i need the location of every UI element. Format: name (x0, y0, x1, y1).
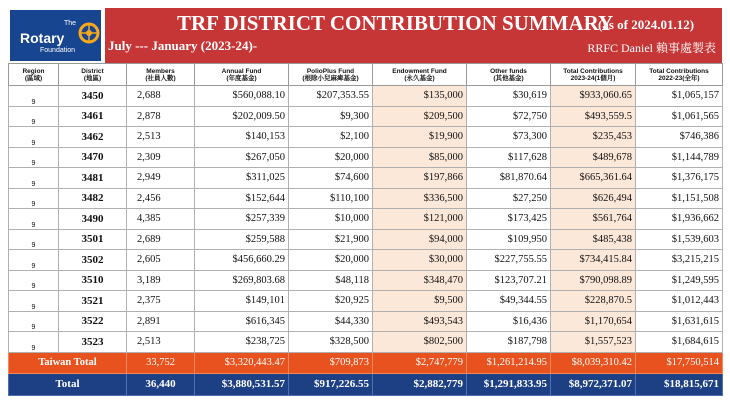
author-credit: RRFC Daniel 賴事處製表 (587, 41, 716, 55)
total-current-cell: $489,678 (551, 147, 636, 168)
column-header: Endowment Fund (永久基金) (373, 64, 467, 86)
grand-total-row (9, 373, 723, 395)
table-row (9, 270, 723, 291)
endowment-fund-cell: $197,866 (373, 168, 467, 189)
logo-foundation-text: Foundation (40, 47, 76, 54)
endowment-fund-cell: $9,500 (373, 291, 467, 312)
table-row (9, 127, 723, 148)
taiwan-total-current: $8,039,310.42 (551, 352, 636, 373)
column-header: Total Contributions 2022-23(全年) (636, 64, 723, 86)
total-previous-cell: $1,936,662 (636, 209, 723, 230)
district-cell: 3501 (59, 229, 127, 250)
grand-total-annual: $3,880,531.57 (195, 373, 289, 395)
total-current-cell: $626,494 (551, 188, 636, 209)
table-row (9, 106, 723, 127)
taiwan-total-previous: $17,750,514 (636, 352, 723, 373)
members-cell: 2,688 (127, 86, 195, 107)
total-previous-cell: $1,144,789 (636, 147, 723, 168)
grand-total-label: Total (9, 373, 127, 395)
region-cell: 9 (9, 291, 59, 312)
region-cell: 9 (9, 168, 59, 189)
polioplus-fund-cell: $20,925 (289, 291, 373, 312)
total-previous-cell: $1,065,157 (636, 86, 723, 107)
polioplus-fund-cell: $2,100 (289, 127, 373, 148)
other-funds-cell: $73,300 (467, 127, 551, 148)
annual-fund-cell: $560,088.10 (195, 86, 289, 107)
total-previous-cell: $1,061,565 (636, 106, 723, 127)
endowment-fund-cell: $19,900 (373, 127, 467, 148)
members-cell: 2,513 (127, 127, 195, 148)
district-cell: 3502 (59, 250, 127, 271)
endowment-fund-cell: $348,470 (373, 270, 467, 291)
members-cell: 2,456 (127, 188, 195, 209)
table-row (9, 229, 723, 250)
district-cell: 3490 (59, 209, 127, 230)
other-funds-cell: $173,425 (467, 209, 551, 230)
district-cell: 3521 (59, 291, 127, 312)
grand-total-previous: $18,815,671 (636, 373, 723, 395)
annual-fund-cell: $267,050 (195, 147, 289, 168)
table-row (9, 311, 723, 332)
annual-fund-cell: $152,644 (195, 188, 289, 209)
district-cell: 3462 (59, 127, 127, 148)
region-cell: 9 (9, 229, 59, 250)
table-row (9, 250, 723, 271)
district-cell: 3481 (59, 168, 127, 189)
other-funds-cell: $109,950 (467, 229, 551, 250)
column-header: Region (區域) (9, 64, 59, 86)
taiwan-total-row (9, 352, 723, 373)
members-cell: 2,878 (127, 106, 195, 127)
total-current-cell: $493,559.5 (551, 106, 636, 127)
total-previous-cell: $1,539,603 (636, 229, 723, 250)
total-current-cell: $235,453 (551, 127, 636, 148)
members-cell: 2,891 (127, 311, 195, 332)
other-funds-cell: $49,344.55 (467, 291, 551, 312)
annual-fund-cell: $202,009.50 (195, 106, 289, 127)
polioplus-fund-cell: $207,353.55 (289, 86, 373, 107)
polioplus-fund-cell: $10,000 (289, 209, 373, 230)
total-current-cell: $561,764 (551, 209, 636, 230)
polioplus-fund-cell: $21,900 (289, 229, 373, 250)
members-cell: 4,385 (127, 209, 195, 230)
district-cell: 3510 (59, 270, 127, 291)
total-current-cell: $790,098.89 (551, 270, 636, 291)
period-subtitle: July --- January (2023-24)- (108, 38, 258, 53)
taiwan-total-polio: $709,873 (289, 352, 373, 373)
taiwan-total-annual: $3,320,443.47 (195, 352, 289, 373)
logo-rotary-text: Rotary (20, 30, 65, 46)
table-row (9, 168, 723, 189)
endowment-fund-cell: $94,000 (373, 229, 467, 250)
total-previous-cell: $1,012,443 (636, 291, 723, 312)
total-current-cell: $228,870.5 (551, 291, 636, 312)
members-cell: 2,949 (127, 168, 195, 189)
table-row (9, 291, 723, 312)
total-previous-cell: $1,631,615 (636, 311, 723, 332)
grand-total-members: 36,440 (127, 373, 195, 395)
other-funds-cell: $123,707.21 (467, 270, 551, 291)
region-cell: 9 (9, 127, 59, 148)
table-row (9, 332, 723, 353)
other-funds-cell: $30,619 (467, 86, 551, 107)
logo-the-text: The (64, 20, 77, 27)
grand-total-current: $8,972,371.07 (551, 373, 636, 395)
members-cell: 2,605 (127, 250, 195, 271)
annual-fund-cell: $140,153 (195, 127, 289, 148)
total-previous-cell: $1,249,595 (636, 270, 723, 291)
region-cell: 9 (9, 188, 59, 209)
table-body (9, 86, 723, 353)
taiwan-total-endowment: $2,747,779 (373, 352, 467, 373)
polioplus-fund-cell: $20,000 (289, 147, 373, 168)
total-current-cell: $933,060.65 (551, 86, 636, 107)
annual-fund-cell: $269,803.68 (195, 270, 289, 291)
total-previous-cell: $746,386 (636, 127, 723, 148)
members-cell: 2,375 (127, 291, 195, 312)
district-cell: 3470 (59, 147, 127, 168)
annual-fund-cell: $149,101 (195, 291, 289, 312)
endowment-fund-cell: $209,500 (373, 106, 467, 127)
other-funds-cell: $81,870.64 (467, 168, 551, 189)
as-of-date: (as of 2024.01.12) (598, 17, 695, 32)
column-header: Annual Fund (年度基金) (195, 64, 289, 86)
column-header: PolioPlus Fund (根除小兒麻痺基金) (289, 64, 373, 86)
district-cell: 3450 (59, 86, 127, 107)
taiwan-total-members: 33,752 (127, 352, 195, 373)
taiwan-total-other: $1,261,214.95 (467, 352, 551, 373)
district-cell: 3523 (59, 332, 127, 353)
other-funds-cell: $72,750 (467, 106, 551, 127)
annual-fund-cell: $456,660.29 (195, 250, 289, 271)
total-previous-cell: $1,684,615 (636, 332, 723, 353)
grand-total-polio: $917,226.55 (289, 373, 373, 395)
members-cell: 2,513 (127, 332, 195, 353)
region-cell: 9 (9, 270, 59, 291)
members-cell: 2,689 (127, 229, 195, 250)
members-cell: 3,189 (127, 270, 195, 291)
table-row (9, 147, 723, 168)
total-previous-cell: $1,151,508 (636, 188, 723, 209)
total-current-cell: $665,361.64 (551, 168, 636, 189)
polioplus-fund-cell: $20,000 (289, 250, 373, 271)
other-funds-cell: $227,755.55 (467, 250, 551, 271)
region-cell: 9 (9, 332, 59, 353)
other-funds-cell: $27,250 (467, 188, 551, 209)
region-cell: 9 (9, 209, 59, 230)
page-title: TRF DISTRICT CONTRIBUTION SUMMARY (177, 11, 614, 35)
total-previous-cell: $1,376,175 (636, 168, 723, 189)
endowment-fund-cell: $30,000 (373, 250, 467, 271)
column-header: Members (社員人數) (127, 64, 195, 86)
table-row (9, 209, 723, 230)
region-cell: 9 (9, 311, 59, 332)
polioplus-fund-cell: $44,330 (289, 311, 373, 332)
table-row (9, 188, 723, 209)
members-cell: 2,309 (127, 147, 195, 168)
column-header: Total Contributions 2023-24(1個月) (551, 64, 636, 86)
column-header: District (地區) (59, 64, 127, 86)
endowment-fund-cell: $85,000 (373, 147, 467, 168)
total-current-cell: $1,557,523 (551, 332, 636, 353)
total-current-cell: $485,438 (551, 229, 636, 250)
total-current-cell: $1,170,654 (551, 311, 636, 332)
grand-total-endowment: $2,882,779 (373, 373, 467, 395)
other-funds-cell: $187,798 (467, 332, 551, 353)
endowment-fund-cell: $336,500 (373, 188, 467, 209)
rotary-wheel-icon (78, 22, 100, 44)
table-header-row (9, 64, 723, 86)
district-cell: 3482 (59, 188, 127, 209)
column-header: Other funds (其他基金) (467, 64, 551, 86)
polioplus-fund-cell: $110,100 (289, 188, 373, 209)
polioplus-fund-cell: $328,500 (289, 332, 373, 353)
region-cell: 9 (9, 86, 59, 107)
annual-fund-cell: $616,345 (195, 311, 289, 332)
annual-fund-cell: $257,339 (195, 209, 289, 230)
other-funds-cell: $16,436 (467, 311, 551, 332)
annual-fund-cell: $311,025 (195, 168, 289, 189)
endowment-fund-cell: $135,000 (373, 86, 467, 107)
contribution-table (8, 63, 723, 396)
polioplus-fund-cell: $48,118 (289, 270, 373, 291)
total-previous-cell: $3,215,215 (636, 250, 723, 271)
region-cell: 9 (9, 147, 59, 168)
taiwan-total-label: Taiwan Total (9, 352, 127, 373)
region-cell: 9 (9, 250, 59, 271)
polioplus-fund-cell: $9,300 (289, 106, 373, 127)
total-current-cell: $734,415.84 (551, 250, 636, 271)
district-cell: 3522 (59, 311, 127, 332)
other-funds-cell: $117,628 (467, 147, 551, 168)
grand-total-other: $1,291,833.95 (467, 373, 551, 395)
annual-fund-cell: $238,725 (195, 332, 289, 353)
endowment-fund-cell: $493,543 (373, 311, 467, 332)
annual-fund-cell: $259,588 (195, 229, 289, 250)
endowment-fund-cell: $802,500 (373, 332, 467, 353)
endowment-fund-cell: $121,000 (373, 209, 467, 230)
table-row (9, 86, 723, 107)
region-cell: 9 (9, 106, 59, 127)
rotary-foundation-logo (8, 8, 103, 63)
polioplus-fund-cell: $74,600 (289, 168, 373, 189)
title-banner (105, 8, 722, 63)
district-cell: 3461 (59, 106, 127, 127)
